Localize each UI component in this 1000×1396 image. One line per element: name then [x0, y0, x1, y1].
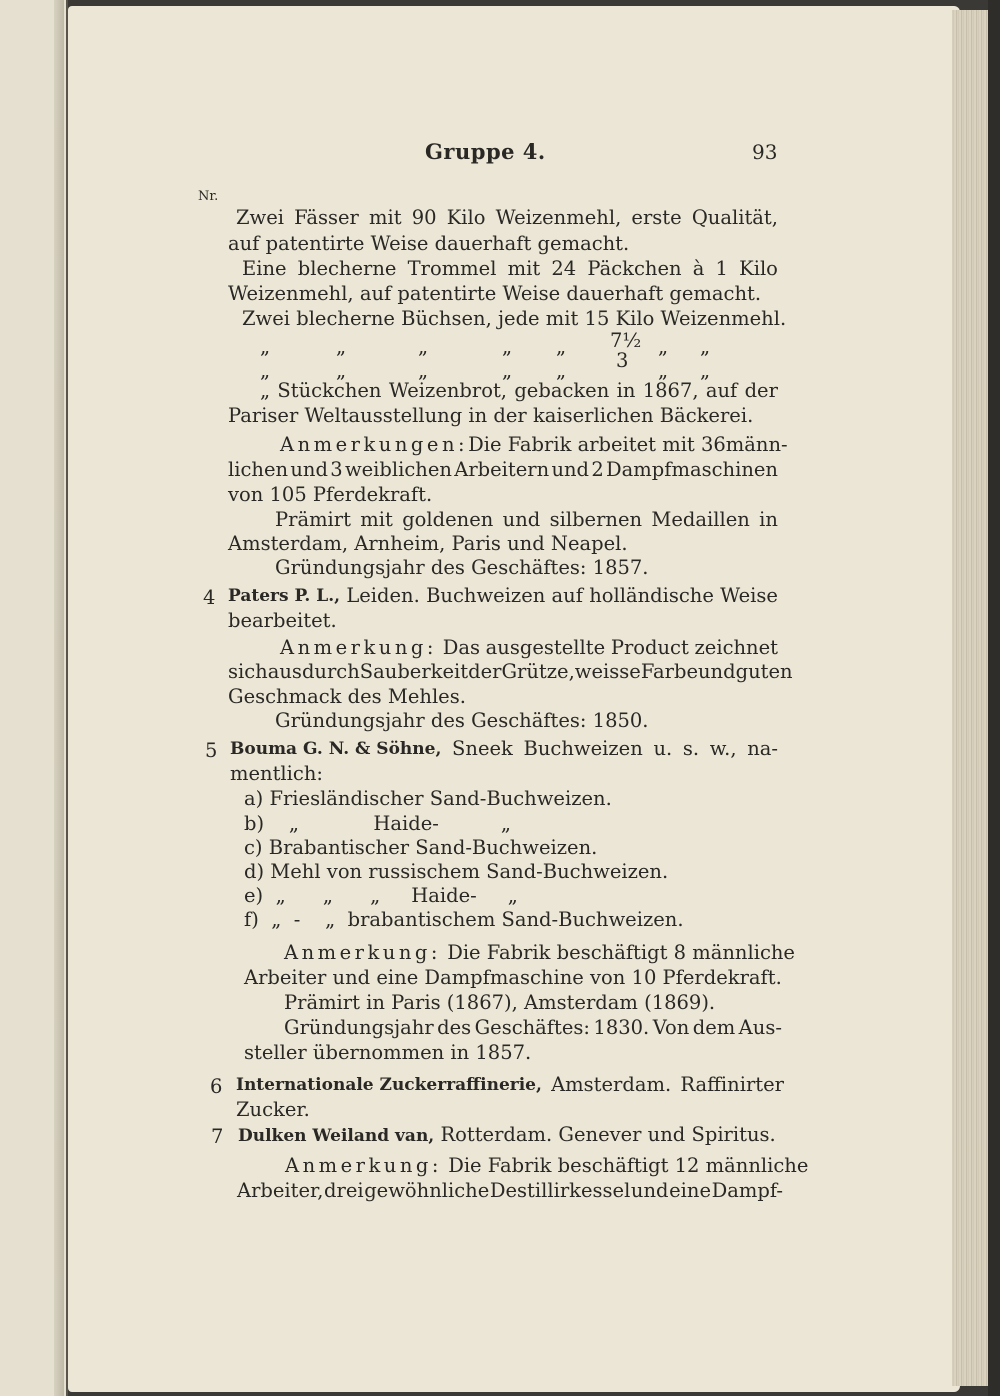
list-item: c) Brabantischer Sand-Buchweizen.: [244, 836, 598, 859]
page-title: Gruppe 4.: [425, 139, 546, 164]
list-item: a) Friesländischer Sand-Buchweizen.: [244, 787, 612, 810]
text-line: Gründungsjahr des Geschäftes: 1857.: [275, 556, 649, 579]
entry-heading-line: Paters P. L., Leiden. Buchweizen auf holländische Weise: [228, 584, 778, 607]
entry-number: 6: [210, 1075, 223, 1098]
nr-label: Nr.: [198, 189, 219, 204]
text-line: „ Stückchen Weizenbrot, gebacken in 1867, auf der: [260, 379, 778, 402]
list-item: e) „ „ „ Haide- „: [244, 884, 518, 907]
text-line: Amsterdam, Arnheim, Paris und Neapel.: [228, 532, 628, 555]
list-item: d) Mehl von russischem Sand-Buchweizen.: [244, 860, 669, 883]
text-line: bearbeitet.: [228, 609, 337, 632]
text-line: auf patentirte Weise dauerhaft gemacht.: [228, 232, 630, 255]
exhibitor-name: Dulken Weiland van,: [238, 1126, 435, 1146]
text-line: von 105 Pferdekraft.: [228, 483, 433, 506]
text-line: Prämirt mit goldenen und silbernen Medaillen in: [275, 508, 778, 531]
exhibitor-name: Internationale Zuckerraffinerie,: [236, 1075, 542, 1095]
text-line: Zwei Fässer mit 90 Kilo Weizenmehl, erste Qualität,: [236, 206, 778, 229]
text-line: Gründungsjahr des Geschäftes: 1850.: [275, 709, 649, 732]
text-line: Pariser Weltausstellung in der kaiserlichen Bäckerei.: [228, 404, 754, 427]
note-line: Anmerkung: Das ausgestellte Product zeichnet: [280, 636, 778, 659]
ditto-line: „ „ „ „ „ 3 „ „: [260, 349, 711, 382]
entry-number: 7: [211, 1125, 224, 1148]
exhibitor-name: Bouma G. N. & Söhne,: [230, 739, 442, 759]
text-line: Zwei blecherne Büchsen, jede mit 15 Kilo Weizenmehl.: [242, 307, 787, 330]
note-line: Anmerkungen: Die Fabrik arbeitet mit 36 männ-: [280, 433, 788, 456]
text-line: Prämirt in Paris (1867), Amsterdam (1869).: [284, 991, 716, 1014]
text-line: Weizenmehl, auf patentirte Weise dauerhaft gemacht.: [228, 282, 762, 305]
note-line: Anmerkung: Die Fabrik beschäftigt 12 männliche: [285, 1154, 809, 1177]
note-line: Anmerkung: Die Fabrik beschäftigt 8 männliche: [284, 941, 795, 964]
page-number: 93: [752, 140, 778, 164]
entry-heading-line: Internationale Zuckerraffinerie, Amsterdam. Raffinirter: [236, 1073, 784, 1096]
text-line: Arbeiter und eine Dampfmaschine von 10 Pferdekraft.: [244, 966, 782, 989]
ditto-line: „ „ „ „ „ 7½ „ „: [260, 329, 711, 358]
text-line: Eine blecherne Trommel mit 24 Päckchen à 1 Kilo: [242, 257, 778, 280]
list-item: f) „ - „ brabantischem Sand-Buchweizen.: [244, 908, 684, 931]
text-line: Zucker.: [236, 1098, 310, 1121]
text-line: steller übernommen in 1857.: [244, 1041, 532, 1064]
text-line: Arbeiter, drei gewöhnliche Destillirkessel und eine Dampf-: [237, 1179, 783, 1202]
text-line: sich aus durch Sauberkeit der Grütze, weisse Farbe und guten: [228, 660, 793, 683]
list-item: b) „ Haide- „: [244, 812, 511, 835]
text-line: Gründungsjahr des Geschäftes: 1830. Von dem Aus-: [284, 1016, 782, 1039]
text-line: Geschmack des Mehles.: [228, 685, 466, 708]
entry-heading-line: Bouma G. N. & Söhne, Sneek Buchweizen u. s. w., na-: [230, 737, 778, 760]
entry-number: 4: [203, 586, 216, 609]
text-line: mentlich:: [230, 762, 323, 785]
entry-number: 5: [205, 739, 218, 762]
exhibitor-name: Paters P. L.,: [228, 586, 341, 606]
entry-heading-line: Dulken Weiland van, Rotterdam. Genever und Spiritus.: [238, 1123, 776, 1146]
text-line: lichen und 3 weiblichen Arbeitern und 2 Dampfmaschinen: [228, 458, 778, 481]
